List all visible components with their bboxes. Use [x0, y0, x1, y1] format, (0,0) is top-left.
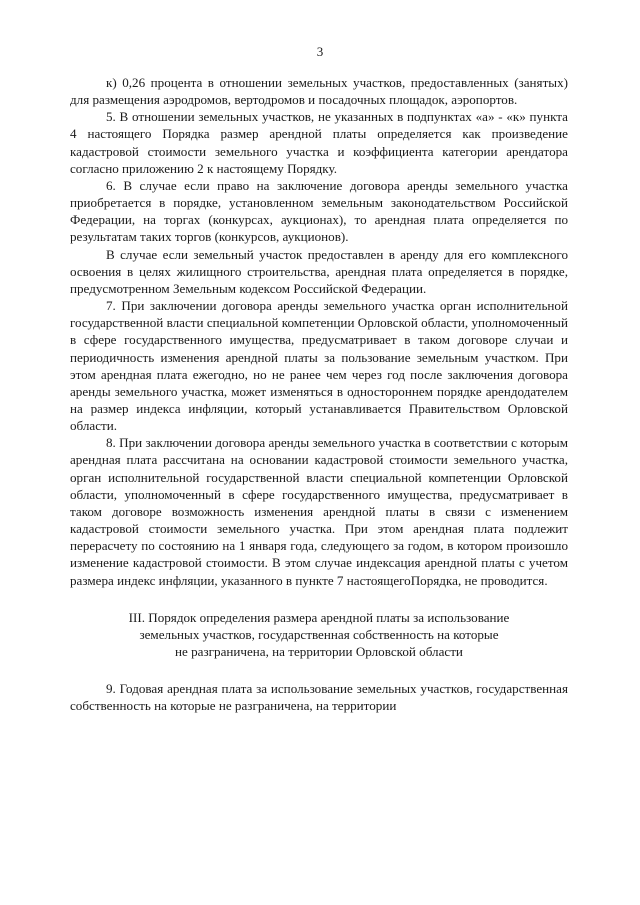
paragraph-4k: к) 0,26 процента в отношении земельных участков, предоставленных (занятых) для размещения аэродромов, вертодромов и посадочных площадок, аэропортов. [70, 75, 568, 108]
paragraph-6-continued: В случае если земельный участок предоставлен в аренду для его комплексного освоения в целях жилищного строительства, арендная плата определяется в порядке, предусмотренном Земельным кодексом Российской Федерации. [70, 246, 568, 296]
paragraph-8: 8. При заключении договора аренды земельного участка в соответствии с которым арендная плата рассчитана на основании кадастровой стоимости земельного участка, орган исполнительной государственной власти специальной компетенции Орловской области, уполномоченный в сфере государственного имущества, предусматривает в таком договоре возможность изменения арендной платы в связи с изменением кадастровой стоимости земельного участка. При этом арендная плата подлежит перерасчету по состоянию на 1 января года, следующего за годом, в котором произошло изменение кадастровой стоимости. В этом случае индексация арендной платы с учетом размера индекс инфляции, указанного в пункте 7 настоящегоПорядка, не проводится. [70, 435, 568, 588]
section-heading-line: земельных участков, государственная собственность на которые [139, 626, 499, 642]
paragraph-7: 7. При заключении договора аренды земельного участка орган исполнительной государственной власти специальной компетенции Орловской области, уполномоченный в сфере государственного имущества, предусматривает в таком договоре случаи и периодичность изменения арендной платы за пользование земельным участком. При этом арендная плата ежегодно, но не ранее чем через год после заключения договора аренды земельного участка, может изменяться в одностороннем порядке арендодателем на размер индекса инфляции, который устанавливается Правительством Орловской области. [70, 298, 568, 434]
section-heading-iii [70, 609, 568, 660]
page-number: 3 [316, 44, 324, 59]
paragraph-5: 5. В отношении земельных участков, не указанных в подпунктах «а» - «к» пункта 4 настоящего Порядка размер арендной платы определяется как произведение кадастровой стоимости земельного участка и коэффициента категории арендатора согласно приложению 2 к настоящему Порядку. [70, 109, 568, 176]
section-heading-line: не разграничена, на территории Орловской области [175, 644, 463, 659]
section-heading-line: III. Порядок определения размера арендной платы за использование [128, 609, 510, 625]
paragraph-9: 9. Годовая арендная плата за использование земельных участков, государственная собственность на которые не разграничена, на территории [70, 681, 568, 714]
paragraph-6: 6. В случае если право на заключение договора аренды земельного участка приобретается в порядке, установленном земельным законодательством Российской Федерации, на торгах (конкурсах, аукционах), то арендная плата определяется по результатам таких торгов (конкурсов, аукционов). [70, 177, 568, 245]
document-body [70, 74, 568, 714]
